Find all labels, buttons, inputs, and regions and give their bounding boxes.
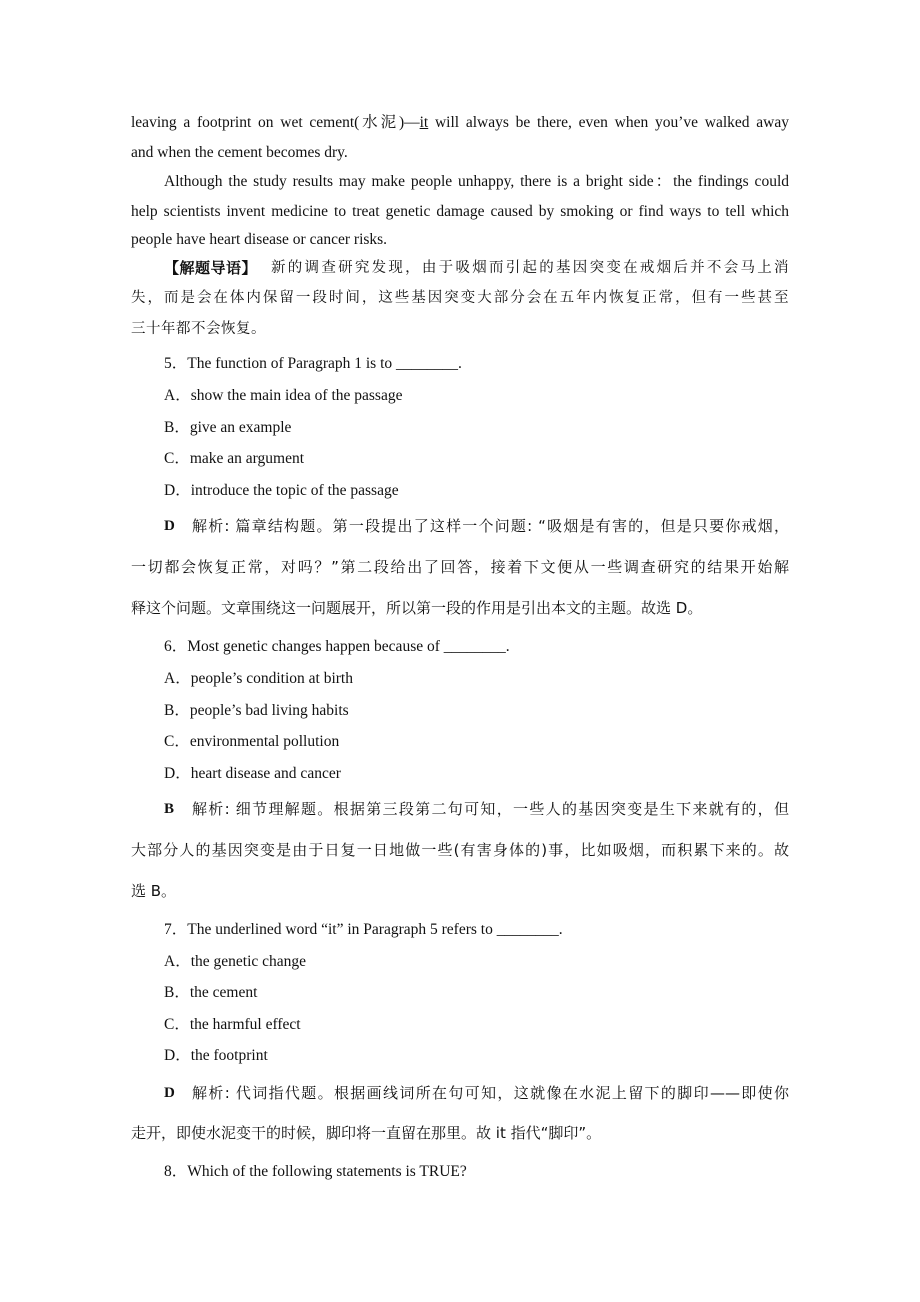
option: C．the harmful effect: [164, 1016, 301, 1033]
option: B．the cement: [164, 984, 258, 1001]
option: C．make an argument: [164, 450, 305, 467]
analysis-line: 大部分人的基因突变是由于日复一日地做一些(有害身体的)事，比如吸烟，而积累下来的。故: [131, 841, 789, 859]
question-stem: 6．Most genetic changes happen because of ________.: [164, 638, 510, 655]
question-stem: 7．The underlined word “it” in Paragraph 5 refers to ________.: [164, 921, 563, 938]
question-stem: 5．The function of Paragraph 1 is to ________.: [164, 355, 462, 372]
option: A．people’s condition at birth: [164, 670, 353, 687]
guide-line: 【解题导语】 新的调查研究发现，由于吸烟而引起的基因突变在戒烟后并不会马上消: [164, 259, 789, 277]
guide-label: 【解题导语】: [164, 259, 258, 277]
analysis-line: D 解析: 代词指代题。根据画线词所在句可知，这就像在水泥上留下的脚印——即使你: [164, 1084, 789, 1102]
guide-line: 失，而是会在体内保留一段时间，这些基因突变大部分会在五年内恢复正常，但有一些甚至: [131, 290, 789, 306]
answer-letter: D: [164, 1085, 175, 1101]
analysis-line: 选 B。: [131, 882, 177, 900]
passage-line: leaving a footprint on wet cement(水泥)—it will always be there, even when you’ve walked away: [131, 114, 789, 131]
analysis-line: 一切都会恢复正常，对吗？”第二段给出了回答，接着下文便从一些调查研究的结果开始解: [131, 558, 789, 576]
analysis-line: B 解析: 细节理解题。根据第三段第二句可知，一些人的基因突变是生下来就有的，但: [164, 800, 789, 818]
option: D．the footprint: [164, 1047, 268, 1064]
analysis-line: D 解析: 篇章结构题。第一段提出了这样一个问题: “吸烟是有害的，但是只要你戒烟，: [164, 517, 789, 535]
option: A．the genetic change: [164, 953, 307, 970]
passage-line: Although the study results may make people unhappy, there is a bright side：the findings could: [164, 173, 789, 190]
passage-line: people have heart disease or cancer risks.: [131, 231, 388, 248]
answer-letter: D: [164, 518, 175, 534]
option: D．introduce the topic of the passage: [164, 482, 399, 499]
question-stem: 8．Which of the following statements is TRUE?: [164, 1163, 467, 1180]
option: D．heart disease and cancer: [164, 765, 341, 782]
option: C．environmental pollution: [164, 733, 340, 750]
analysis-line: 释这个问题。文章围绕这一问题展开，所以第一段的作用是引出本文的主题。故选 D。: [131, 599, 703, 617]
passage-line: and when the cement becomes dry.: [131, 144, 348, 161]
option: B．people’s bad living habits: [164, 702, 349, 719]
underlined-word-it: it: [419, 114, 429, 131]
analysis-line: 走开，即使水泥变干的时候，脚印将一直留在那里。故 it 指代“脚印”。: [131, 1124, 602, 1142]
option: A．show the main idea of the passage: [164, 387, 403, 404]
answer-letter: B: [164, 801, 175, 817]
option: B．give an example: [164, 419, 292, 436]
passage-line: help scientists invent medicine to treat genetic damage caused by smoking or find ways to tell which: [131, 203, 789, 220]
guide-line: 三十年都不会恢复。: [131, 321, 266, 337]
